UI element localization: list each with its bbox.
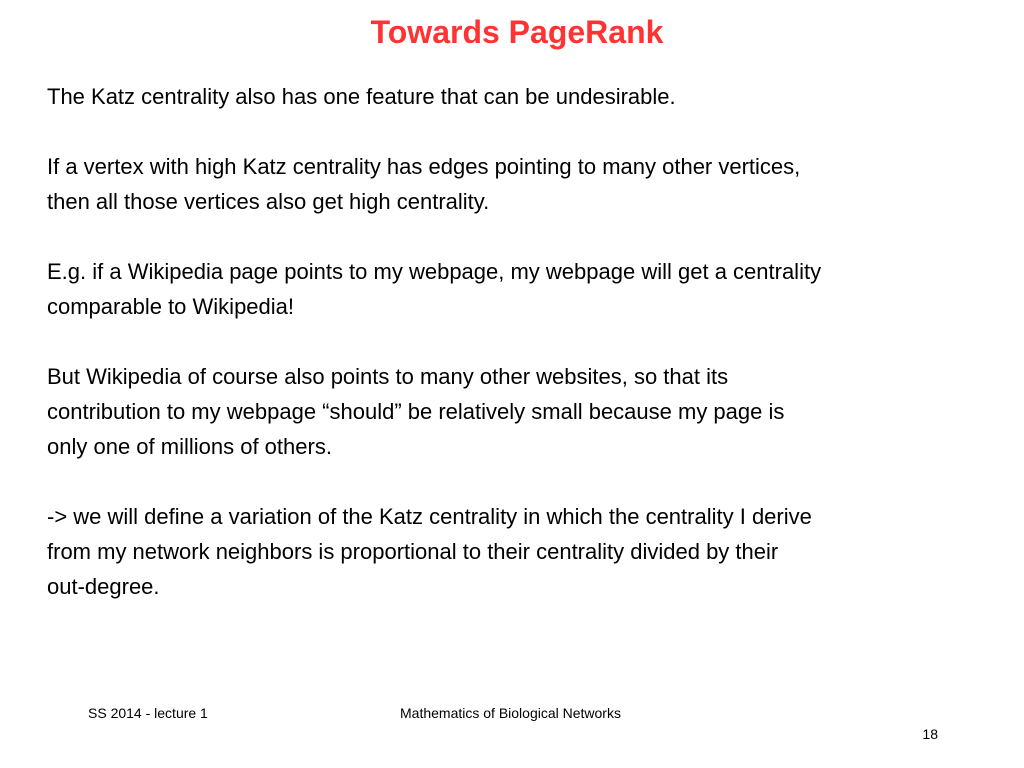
slide-body — [47, 79, 987, 604]
paragraph-gap — [47, 114, 987, 149]
paragraph-gap — [47, 219, 987, 254]
page-number: 18 — [922, 726, 938, 742]
footer-lecture-label: SS 2014 - lecture 1 — [88, 705, 208, 721]
paragraph-gap — [47, 464, 987, 499]
slide-title: Towards PageRank — [370, 14, 664, 50]
paragraph-high-centrality-vertex: If a vertex with high Katz centrality has edges pointing to many other vertices, then all those vertices also get high centrality. — [47, 154, 801, 214]
paragraph-katz-undesirable: The Katz centrality also has one feature that can be undesirable. — [47, 84, 676, 109]
paragraph-wikipedia-example: E.g. if a Wikipedia page points to my webpage, my webpage will get a centrality comparable to Wikipedia! — [47, 259, 822, 319]
footer-course-title: Mathematics of Biological Networks — [400, 705, 621, 721]
paragraph-pagerank-definition: -> we will define a variation of the Katz centrality in which the centrality I derive from my network neighbors is proportional to their centrality divided by their out-degree. — [47, 504, 812, 599]
paragraph-wikipedia-contribution: But Wikipedia of course also points to many other websites, so that its contribution to my webpage “should” be relatively small because my page is only one of millions of others. — [47, 364, 785, 459]
paragraph-gap — [47, 324, 987, 359]
